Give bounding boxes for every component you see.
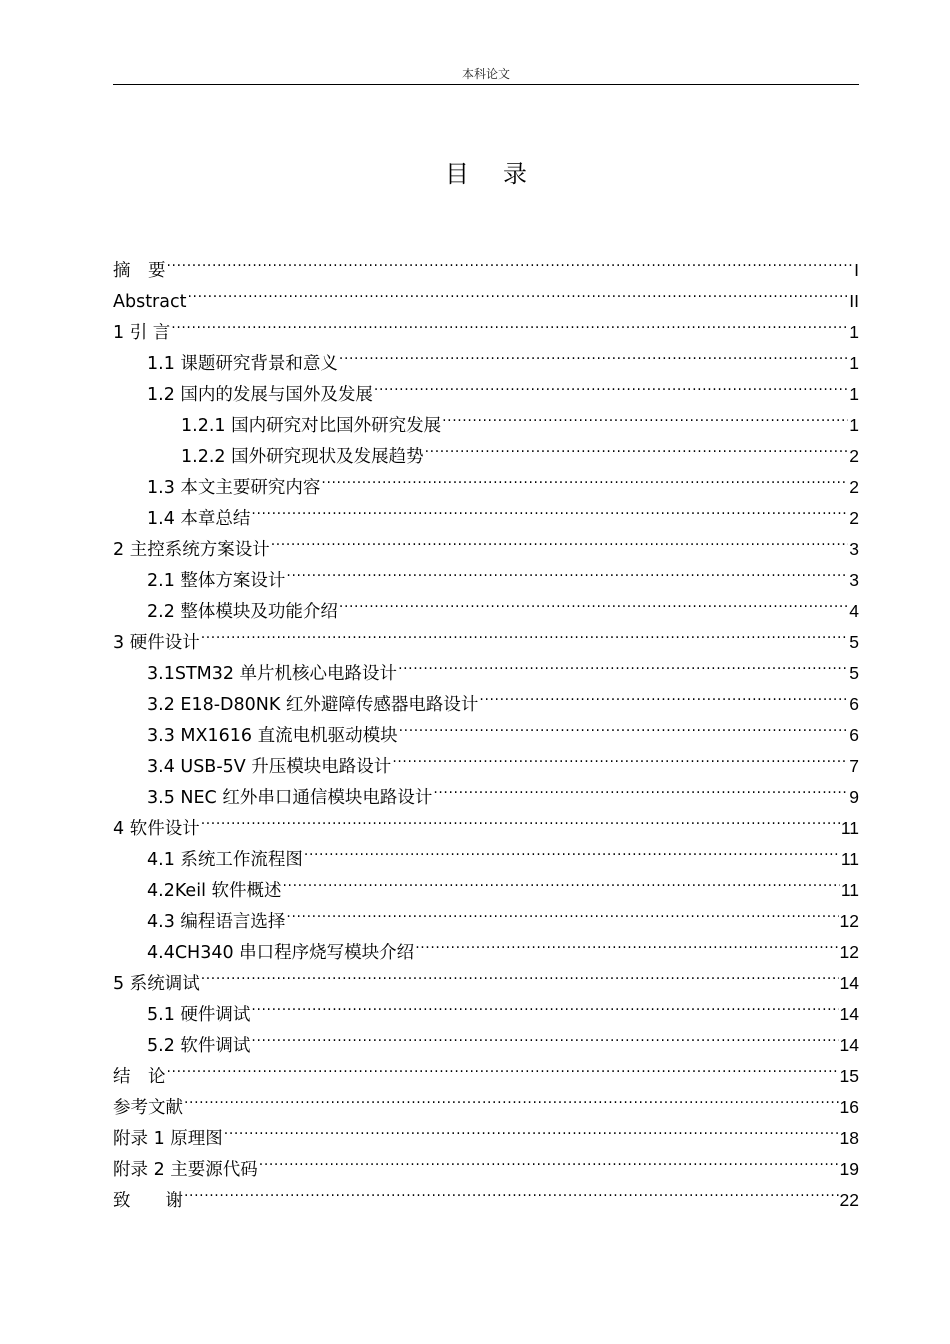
toc-entry-label[interactable]: 3.5 NEC 红外串口通信模块电路设计 bbox=[147, 788, 433, 808]
toc-entry[interactable] bbox=[113, 1144, 859, 1180]
toc-entry[interactable] bbox=[113, 1113, 859, 1149]
toc-entry-page-number[interactable]: 14 bbox=[839, 1004, 859, 1024]
title-part-2: 录 bbox=[503, 160, 527, 188]
toc-entry[interactable] bbox=[113, 1175, 859, 1211]
toc-entry[interactable] bbox=[113, 834, 859, 870]
dot-leader bbox=[442, 400, 848, 431]
toc-entry-page-number[interactable]: 1 bbox=[849, 415, 859, 435]
dot-leader bbox=[251, 989, 838, 1020]
dot-leader bbox=[201, 958, 839, 989]
dot-leader bbox=[425, 431, 849, 462]
toc-entry-page-number[interactable]: 11 bbox=[840, 849, 859, 869]
toc-entry-page-number[interactable]: 6 bbox=[849, 725, 859, 745]
toc-entry-page-number[interactable]: II bbox=[849, 291, 859, 311]
dot-leader bbox=[398, 648, 848, 679]
toc-entry[interactable] bbox=[113, 245, 859, 281]
toc-entry[interactable] bbox=[113, 803, 859, 839]
toc-entry-page-number[interactable]: 4 bbox=[849, 601, 859, 621]
toc-entry-label[interactable]: 附录 2 主要源代码 bbox=[113, 1160, 258, 1180]
dot-leader bbox=[283, 865, 840, 896]
table-of-contents bbox=[113, 245, 859, 1211]
page-title bbox=[0, 157, 950, 191]
toc-entry-label[interactable]: 1.1 课题研究背景和意义 bbox=[147, 354, 338, 374]
header-text: 本科论文 bbox=[461, 67, 510, 81]
dot-leader bbox=[399, 710, 849, 741]
toc-entry-label[interactable]: 3.3 MX1616 直流电机驱动模块 bbox=[147, 726, 398, 746]
toc-entry-page-number[interactable]: 14 bbox=[839, 1035, 859, 1055]
toc-entry-label[interactable]: 5.2 软件调试 bbox=[147, 1036, 251, 1056]
dot-leader bbox=[167, 245, 854, 276]
dot-leader bbox=[259, 1144, 839, 1175]
toc-entry-label[interactable]: 结 论 bbox=[113, 1067, 166, 1087]
dot-leader bbox=[271, 524, 849, 555]
toc-entry[interactable] bbox=[113, 617, 859, 653]
toc-entry-page-number[interactable]: 5 bbox=[849, 632, 859, 652]
toc-entry-page-number[interactable]: 2 bbox=[849, 446, 859, 466]
toc-entry-label[interactable]: 4.2Keil 软件概述 bbox=[147, 881, 282, 901]
toc-entry-page-number[interactable]: 12 bbox=[839, 942, 859, 962]
toc-entry[interactable] bbox=[113, 338, 859, 374]
dot-leader bbox=[201, 803, 840, 834]
toc-entry-label[interactable]: 2.2 整体模块及功能介绍 bbox=[147, 602, 338, 622]
toc-entry[interactable] bbox=[113, 958, 859, 994]
title-part-1: 目 bbox=[445, 160, 469, 188]
toc-entry-label[interactable]: 3 硬件设计 bbox=[113, 633, 200, 653]
dot-leader bbox=[479, 679, 848, 710]
toc-entry-label[interactable]: 摘 要 bbox=[113, 261, 166, 281]
toc-entry-page-number[interactable]: 18 bbox=[839, 1128, 859, 1148]
toc-entry-page-number[interactable]: 3 bbox=[849, 570, 859, 590]
dot-leader bbox=[392, 741, 848, 772]
toc-entry-page-number[interactable]: 1 bbox=[849, 353, 859, 373]
toc-entry-page-number[interactable]: 2 bbox=[849, 508, 859, 528]
toc-entry-page-number[interactable]: 3 bbox=[849, 539, 859, 559]
toc-entry-label[interactable]: 致 谢 bbox=[113, 1191, 183, 1211]
toc-entry-page-number[interactable]: 6 bbox=[849, 694, 859, 714]
toc-entry[interactable] bbox=[113, 1082, 859, 1118]
toc-entry-page-number[interactable]: 5 bbox=[849, 663, 859, 683]
toc-entry-label[interactable]: 4.4CH340 串口程序烧写模块介绍 bbox=[147, 943, 415, 963]
dot-leader bbox=[374, 369, 848, 400]
toc-entry-label[interactable]: 4 软件设计 bbox=[113, 819, 200, 839]
toc-entry-label[interactable]: 1.3 本文主要研究内容 bbox=[147, 478, 321, 498]
dot-leader bbox=[286, 896, 838, 927]
dot-leader bbox=[286, 555, 848, 586]
toc-entry-label[interactable]: 参考文献 bbox=[113, 1098, 183, 1118]
dot-leader bbox=[201, 617, 849, 648]
toc-entry-page-number[interactable]: 1 bbox=[849, 384, 859, 404]
toc-entry-page-number[interactable]: 22 bbox=[839, 1190, 859, 1210]
toc-entry-label[interactable]: 3.1STM32 单片机核心电路设计 bbox=[147, 664, 398, 684]
toc-entry-label[interactable]: 5.1 硬件调试 bbox=[147, 1005, 251, 1025]
toc-entry-page-number[interactable]: 15 bbox=[839, 1066, 859, 1086]
dot-leader bbox=[171, 307, 848, 338]
toc-entry-label[interactable]: 3.4 USB-5V 升压模块电路设计 bbox=[147, 757, 392, 777]
toc-entry-page-number[interactable]: 12 bbox=[839, 911, 859, 931]
toc-entry-label[interactable]: 1.4 本章总结 bbox=[147, 509, 251, 529]
dot-leader bbox=[187, 276, 848, 307]
toc-entry[interactable] bbox=[113, 307, 859, 343]
toc-entry-page-number[interactable]: 9 bbox=[849, 787, 859, 807]
toc-entry-label[interactable]: Abstract bbox=[113, 292, 187, 312]
toc-entry[interactable] bbox=[113, 648, 859, 684]
toc-entry-label[interactable]: 2.1 整体方案设计 bbox=[147, 571, 286, 591]
dot-leader bbox=[251, 1020, 838, 1051]
toc-entry[interactable] bbox=[113, 1051, 859, 1087]
dot-leader bbox=[184, 1082, 839, 1113]
toc-entry-page-number[interactable]: 14 bbox=[839, 973, 859, 993]
toc-entry-page-number[interactable]: 2 bbox=[849, 477, 859, 497]
toc-entry-label[interactable]: 1 引 言 bbox=[113, 323, 171, 343]
toc-entry-page-number[interactable]: 16 bbox=[839, 1097, 859, 1117]
toc-entry-label[interactable]: 1.2.1 国内研究对比国外研究发展 bbox=[181, 416, 442, 436]
toc-entry-page-number[interactable]: 11 bbox=[840, 880, 859, 900]
toc-entry-page-number[interactable]: I bbox=[854, 260, 859, 280]
toc-entry[interactable] bbox=[113, 276, 859, 312]
toc-entry-label[interactable]: 2 主控系统方案设计 bbox=[113, 540, 270, 560]
dot-leader bbox=[321, 462, 848, 493]
dot-leader bbox=[251, 493, 848, 524]
toc-entry-page-number[interactable]: 1 bbox=[849, 322, 859, 342]
toc-entry-page-number[interactable]: 19 bbox=[839, 1159, 859, 1179]
dot-leader bbox=[415, 927, 838, 958]
dot-leader bbox=[433, 772, 848, 803]
dot-leader bbox=[339, 338, 848, 369]
page-header bbox=[113, 64, 859, 85]
toc-entry-label[interactable]: 4.1 系统工作流程图 bbox=[147, 850, 303, 870]
toc-entry-label[interactable]: 附录 1 原理图 bbox=[113, 1129, 223, 1149]
toc-entry-label[interactable]: 1.2.2 国外研究现状及发展趋势 bbox=[181, 447, 424, 467]
toc-entry-label[interactable]: 1.2 国内的发展与国外及发展 bbox=[147, 385, 373, 405]
dot-leader bbox=[167, 1051, 839, 1082]
toc-entry-label[interactable]: 3.2 E18-D80NK 红外避障传感器电路设计 bbox=[147, 695, 479, 715]
toc-entry-label[interactable]: 4.3 编程语言选择 bbox=[147, 912, 286, 932]
dot-leader bbox=[224, 1113, 839, 1144]
toc-entry-page-number[interactable]: 11 bbox=[840, 818, 859, 838]
toc-entry[interactable] bbox=[113, 989, 859, 1025]
dot-leader bbox=[339, 586, 848, 617]
toc-entry-label[interactable]: 5 系统调试 bbox=[113, 974, 200, 994]
toc-entry-page-number[interactable]: 7 bbox=[849, 756, 859, 776]
dot-leader bbox=[304, 834, 840, 865]
dot-leader bbox=[184, 1175, 839, 1206]
